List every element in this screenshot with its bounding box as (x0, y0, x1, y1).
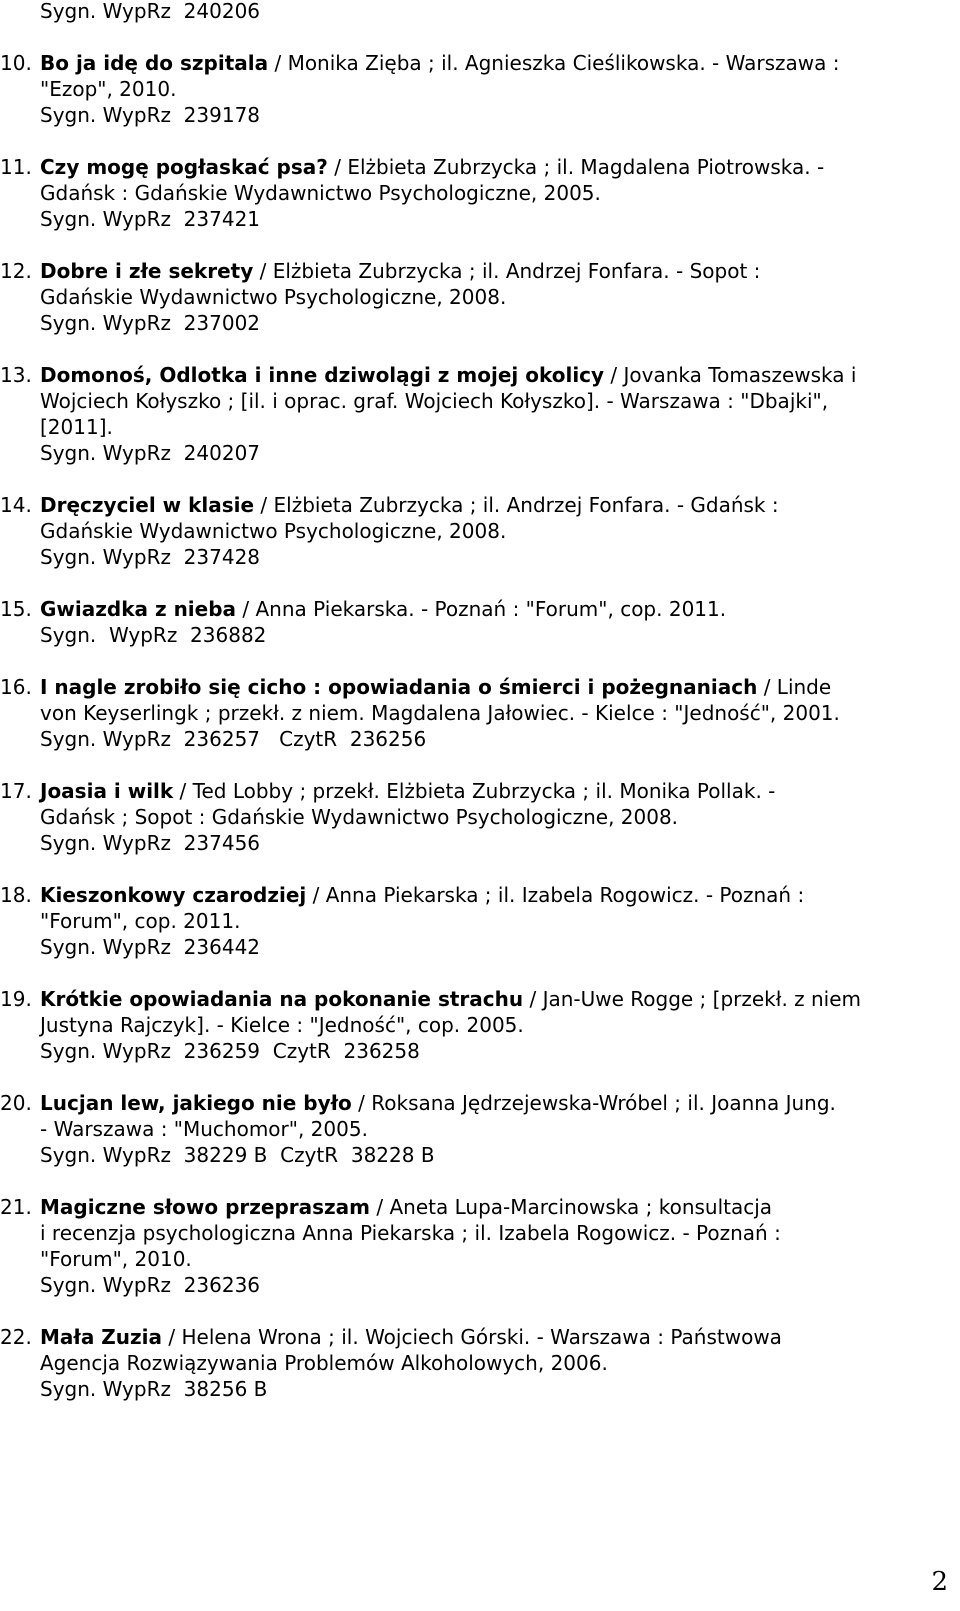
entry-responsibility: / Jan-Uwe Rogge ; [przekł. z niem (523, 987, 862, 1011)
entry-title: I nagle zrobiło się cicho : opowiadania o śmierci i pożegnaniach (40, 675, 758, 699)
entry-continuation-line: Agencja Rozwiązywania Problemów Alkoholowych, 2006. (40, 1351, 608, 1375)
entry-number: 11. (0, 155, 32, 179)
entry-number: 10. (0, 51, 32, 75)
entry-title: Gwiazdka z nieba (40, 597, 237, 621)
entry-title: Mała Zuzia (40, 1325, 163, 1349)
entry-responsibility: / Anna Piekarska ; il. Izabela Rogowicz. - Poznań : (306, 883, 805, 907)
entry-first-line (40, 596, 950, 622)
entry-responsibility: / Linde (757, 675, 832, 699)
entry-first-line (40, 882, 950, 908)
entry-title: Lucjan lew, jakiego nie było (40, 1091, 352, 1115)
entry-responsibility: / Roksana Jędrzejewska-Wróbel ; il. Joanna Jung. (351, 1091, 836, 1115)
entry-call-number: Sygn. WypRz 240207 (40, 441, 261, 465)
entry-first-line (40, 1090, 950, 1116)
entry-call-number: Sygn. WypRz 237456 (40, 831, 261, 855)
entry-first-line (40, 1194, 950, 1220)
entry-responsibility: / Anna Piekarska. - Poznań : "Forum", cop. 2011. (236, 597, 727, 621)
entry-first-line (40, 778, 950, 804)
entry-title: Joasia i wilk (40, 779, 174, 803)
bibliography-entry (0, 154, 950, 232)
entry-title: Krótkie opowiadania na pokonanie strachu (40, 987, 524, 1011)
entry-call-number: Sygn. WypRz 236442 (40, 935, 261, 959)
entry-number: 18. (0, 883, 32, 907)
entry-number: 15. (0, 597, 32, 621)
entry-continuation-line: "Forum", cop. 2011. (40, 909, 241, 933)
entry-first-line (40, 50, 950, 76)
entry-responsibility: / Jovanka Tomaszewska i (604, 363, 857, 387)
entry-call-number: Sygn. WypRz 239178 (40, 103, 261, 127)
entry-call-number: Sygn. WypRz 236882 (40, 623, 267, 647)
entry-responsibility: / Elżbieta Zubrzycka ; il. Magdalena Piotrowska. - (327, 155, 825, 179)
entry-responsibility: / Elżbieta Zubrzycka ; il. Andrzej Fonfara. - Gdańsk : (254, 493, 779, 517)
entry-first-line (40, 674, 950, 700)
entry-continuation-line: "Ezop", 2010. (40, 77, 177, 101)
bibliography-entry (0, 1194, 950, 1298)
bibliography-entry (0, 1324, 950, 1402)
entry-call-number: Sygn. WypRz 38256 B (40, 1377, 268, 1401)
entry-responsibility: / Helena Wrona ; il. Wojciech Górski. - Warszawa : Państwowa (162, 1325, 782, 1349)
top-call-number: Sygn. WypRz 240206 (40, 0, 261, 23)
entry-title: Czy mogę pogłaskać psa? (40, 155, 328, 179)
bibliography-entry (0, 882, 950, 960)
entry-call-number: Sygn. WypRz 236236 (40, 1273, 261, 1297)
entry-continuation-line: Gdańskie Wydawnictwo Psychologiczne, 2008. (40, 519, 507, 543)
entry-continuation-line: von Keyserlingk ; przekł. z niem. Magdalena Jałowiec. - Kielce : "Jedność", 2001. (40, 701, 840, 725)
entry-title: Magiczne słowo przepraszam (40, 1195, 371, 1219)
entry-title: Bo ja idę do szpitala (40, 51, 269, 75)
entry-first-line (40, 1324, 950, 1350)
bibliography-entry (0, 492, 950, 570)
entry-continuation-line: Wojciech Kołyszko ; [il. i oprac. graf. Wojciech Kołyszko]. - Warszawa : "Dbajki", (40, 389, 829, 413)
bibliography-list (0, 50, 950, 1428)
entry-responsibility: / Aneta Lupa-Marcinowska ; konsultacja (370, 1195, 773, 1219)
entry-number: 17. (0, 779, 32, 803)
entry-continuation-line: "Forum", 2010. (40, 1247, 192, 1271)
entry-continuation-line: Justyna Rajczyk]. - Kielce : "Jedność", cop. 2005. (40, 1013, 524, 1037)
entry-first-line (40, 154, 950, 180)
bibliography-entry (0, 986, 950, 1064)
bibliography-entry (0, 778, 950, 856)
entry-continuation-line: Gdańsk ; Sopot : Gdańskie Wydawnictwo Psychologiczne, 2008. (40, 805, 679, 829)
entry-first-line (40, 258, 950, 284)
bibliography-entry (0, 596, 950, 648)
entry-call-number: Sygn. WypRz 237428 (40, 545, 261, 569)
entry-responsibility: / Elżbieta Zubrzycka ; il. Andrzej Fonfara. - Sopot : (253, 259, 761, 283)
entry-number: 22. (0, 1325, 32, 1349)
entry-continuation-line: i recenzja psychologiczna Anna Piekarska ; il. Izabela Rogowicz. - Poznań : (40, 1221, 781, 1245)
entry-number: 21. (0, 1195, 32, 1219)
entry-call-number: Sygn. WypRz 38229 B CzytR 38228 B (40, 1143, 435, 1167)
entry-first-line (40, 362, 950, 388)
entry-responsibility: / Ted Lobby ; przekł. Elżbieta Zubrzycka ; il. Monika Pollak. - (173, 779, 776, 803)
bibliography-entry (0, 258, 950, 336)
entry-call-number: Sygn. WypRz 236259 CzytR 236258 (40, 1039, 420, 1063)
entry-title: Kieszonkowy czarodziej (40, 883, 307, 907)
bibliography-entry (0, 1090, 950, 1168)
entry-number: 13. (0, 363, 32, 387)
entry-title: Dręczyciel w klasie (40, 493, 255, 517)
entry-number: 16. (0, 675, 32, 699)
entry-first-line (40, 492, 950, 518)
bibliography-entry (0, 674, 950, 752)
entry-number: 14. (0, 493, 32, 517)
entry-call-number: Sygn. WypRz 236257 CzytR 236256 (40, 727, 427, 751)
entry-first-line (40, 986, 950, 1012)
bibliography-entry (0, 362, 950, 466)
bibliography-entry (0, 50, 950, 128)
entry-number: 19. (0, 987, 32, 1011)
entry-call-number: Sygn. WypRz 237421 (40, 207, 261, 231)
entry-title: Domonoś, Odlotka i inne dziwolągi z mojej okolicy (40, 363, 605, 387)
entry-responsibility: / Monika Zięba ; il. Agnieszka Cieślikowska. - Warszawa : (268, 51, 840, 75)
entry-number: 20. (0, 1091, 32, 1115)
entry-call-number: Sygn. WypRz 237002 (40, 311, 261, 335)
entry-continuation-line: Gdańskie Wydawnictwo Psychologiczne, 2008. (40, 285, 507, 309)
entry-continuation-line: Gdańsk : Gdańskie Wydawnictwo Psychologiczne, 2005. (40, 181, 601, 205)
entry-continuation-line: - Warszawa : "Muchomor", 2005. (40, 1117, 368, 1141)
entry-continuation-line: [2011]. (40, 415, 113, 439)
entry-number: 12. (0, 259, 32, 283)
page-number: 2 (931, 1567, 948, 1597)
entry-title: Dobre i złe sekrety (40, 259, 254, 283)
